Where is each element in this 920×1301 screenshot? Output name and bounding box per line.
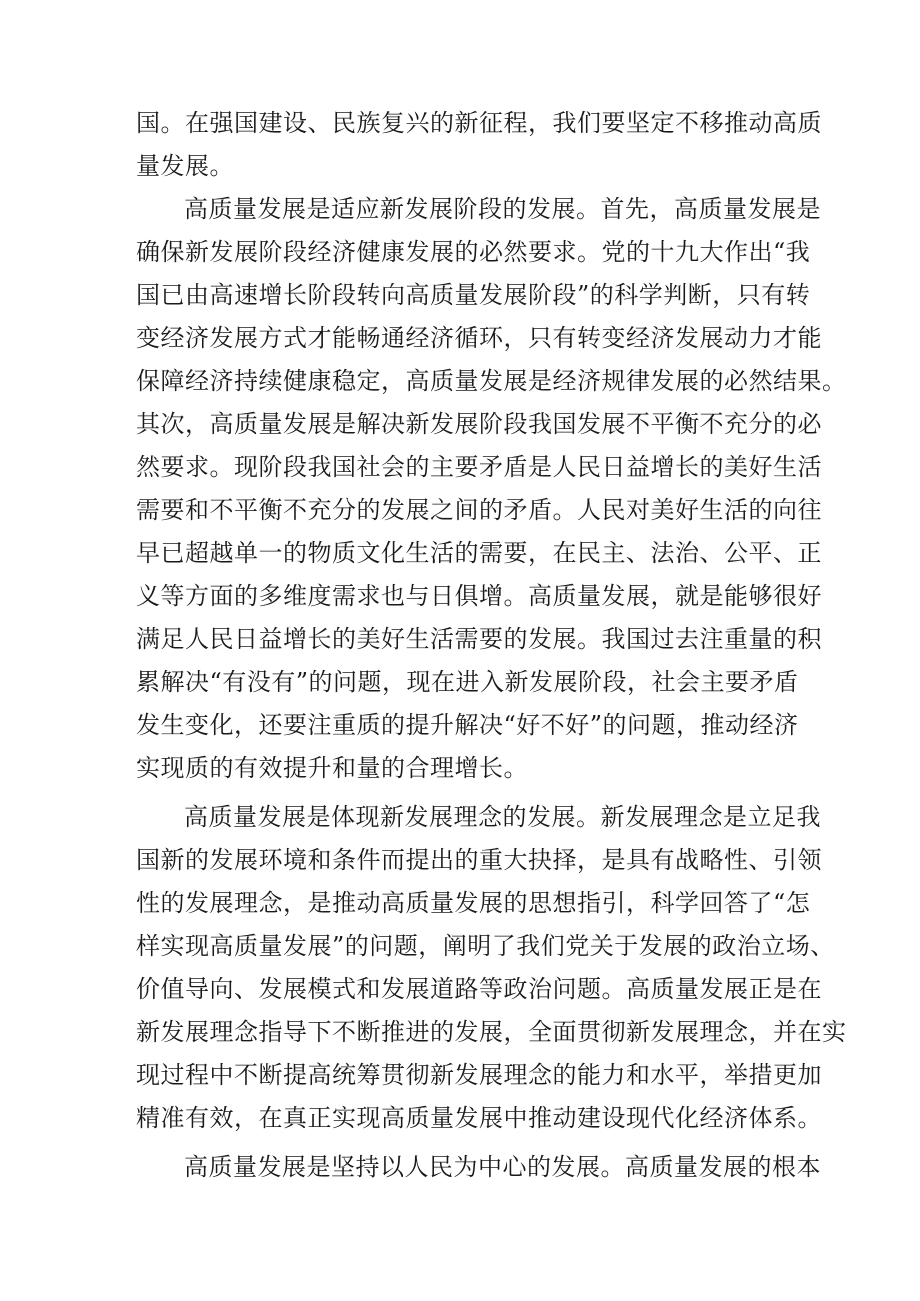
- text-line: 实现质的有效提升和量的合理增长。: [136, 754, 528, 782]
- text-line: 早已超越单一的物质文化生活的需要，在民主、法治、公平、正: [136, 539, 822, 567]
- text-line: 现过程中不断提高统筹贯彻新发展理念的能力和水平，举措更加: [136, 1061, 822, 1089]
- text-line: 确保新发展阶段经济健康发展的必然要求。党的十九大作出“我: [136, 238, 811, 266]
- text-line: 累解决“有没有”的问题，现在进入新发展阶段，社会主要矛盾: [136, 668, 799, 696]
- text-line: 精准有效，在真正实现高质量发展中推动建设现代化经济体系。: [136, 1104, 822, 1132]
- text-line: 国已由高速增长阶段转向高质量发展阶段”的科学判断，只有转: [136, 281, 811, 309]
- paragraph-first-line: 高质量发展是适应新发展阶段的发展。首先，高质量发展是: [184, 195, 821, 223]
- text-line: 发生变化，还要注重质的提升解决“好不好”的问题，推动经济: [136, 711, 799, 739]
- text-line: 新发展理念指导下不断推进的发展，全面贯彻新发展理念，并在实: [136, 1018, 847, 1046]
- text-line: 性的发展理念，是推动高质量发展的思想指引，科学回答了“怎: [136, 889, 811, 917]
- text-line: 价值导向、发展模式和发展道路等政治问题。高质量发展正是在: [136, 975, 822, 1003]
- text-line: 其次，高质量发展是解决新发展阶段我国发展不平衡不充分的必: [136, 410, 822, 438]
- text-line: 满足人民日益增长的美好生活需要的发展。我国过去注重量的积: [136, 625, 822, 653]
- paragraph-first-line: 高质量发展是体现新发展理念的发展。新发展理念是立足我: [184, 803, 821, 831]
- text-line: 义等方面的多维度需求也与日俱增。高质量发展，就是能够很好: [136, 582, 822, 610]
- text-line: 需要和不平衡不充分的发展之间的矛盾。人民对美好生活的向往: [136, 496, 822, 524]
- text-line: 保障经济持续健康稳定，高质量发展是经济规律发展的必然结果。: [136, 367, 847, 395]
- text-line: 国新的发展环境和条件而提出的重大抉择，是具有战略性、引领: [136, 846, 822, 874]
- text-line: 然要求。现阶段我国社会的主要矛盾是人民日益增长的美好生活: [136, 453, 822, 481]
- text-line: 样实现高质量发展”的问题，阐明了我们党关于发展的政治立场、: [136, 932, 835, 960]
- paragraph-first-line: 高质量发展是坚持以人民为中心的发展。高质量发展的根本: [184, 1153, 821, 1181]
- text-line: 国。在强国建设、民族复兴的新征程，我们要坚定不移推动高质: [136, 109, 822, 137]
- text-line: 量发展。: [136, 152, 234, 180]
- text-line: 变经济发展方式才能畅通经济循环，只有转变经济发展动力才能: [136, 324, 822, 352]
